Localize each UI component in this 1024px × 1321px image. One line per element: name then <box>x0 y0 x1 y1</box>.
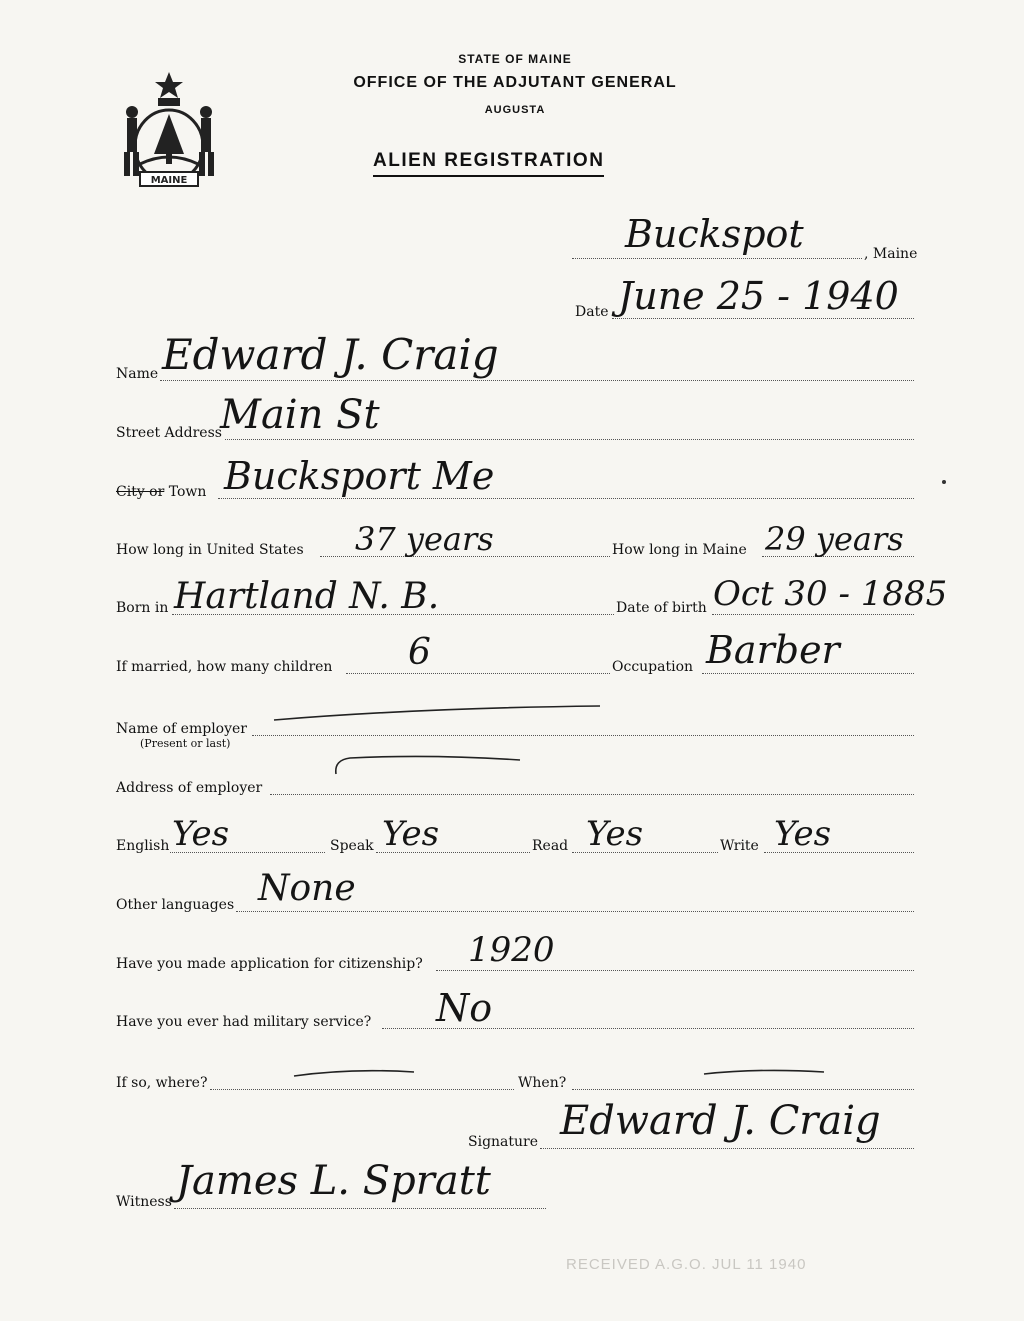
when-line <box>572 1089 914 1090</box>
where-line <box>210 1089 514 1090</box>
dob-line <box>712 614 914 615</box>
citizenship-value: 1920 <box>468 930 555 970</box>
city-label-struck: City or <box>116 484 165 500</box>
employer-address-dash-mark <box>330 750 530 780</box>
name-label: Name <box>116 366 159 382</box>
name-line <box>160 380 914 381</box>
where-dash-mark <box>290 1064 420 1084</box>
speak-value: Yes <box>382 814 440 854</box>
employer-line <box>252 735 914 736</box>
street-value: Main St <box>220 392 380 438</box>
children-line <box>346 673 610 674</box>
date-line <box>612 318 914 319</box>
witness-line <box>174 1208 546 1209</box>
born-label: Born in <box>116 600 169 616</box>
place-line <box>572 258 862 259</box>
town-line <box>218 498 914 499</box>
signature-line <box>540 1148 914 1149</box>
form-title: ALIEN REGISTRATION <box>373 150 604 177</box>
born-value: Hartland N. B. <box>174 576 440 617</box>
employer-address-label: Address of employer <box>116 780 263 796</box>
where-label: If so, where? <box>116 1075 208 1091</box>
town-label: Town <box>168 484 207 500</box>
when-label: When? <box>518 1075 567 1091</box>
write-label: Write <box>720 838 759 854</box>
witness-label: Witness <box>116 1194 172 1210</box>
signature-value: Edward J. Craig <box>560 1098 881 1144</box>
occupation-value: Barber <box>706 628 840 672</box>
signature-label: Signature <box>468 1134 539 1150</box>
read-label: Read <box>532 838 569 854</box>
write-value: Yes <box>774 814 832 854</box>
maine-label: How long in Maine <box>612 542 747 558</box>
citizenship-line <box>436 970 914 971</box>
state-seal-icon <box>116 68 222 192</box>
occupation-label: Occupation <box>612 659 694 675</box>
date-label: Date <box>575 304 609 320</box>
town-value: Bucksport Me <box>224 454 495 498</box>
employer-label: Name of employer <box>116 721 247 737</box>
header-office: OFFICE OF THE ADJUTANT GENERAL <box>353 74 677 91</box>
children-label: If married, how many children <box>116 659 333 675</box>
employer-dash-mark <box>270 700 610 730</box>
header-city: AUGUSTA <box>484 104 546 116</box>
name-value: Edward J. Craig <box>162 330 499 379</box>
dob-value: Oct 30 - 1885 <box>713 574 948 614</box>
place-suffix: , Maine <box>864 246 918 262</box>
place-value: Buckspot <box>625 212 804 256</box>
street-line <box>225 439 914 440</box>
town-label-row <box>116 484 206 500</box>
military-value: No <box>436 986 493 1030</box>
children-value: 6 <box>408 632 431 673</box>
employer-address-line <box>270 794 914 795</box>
citizenship-label: Have you made application for citizenship? <box>116 956 423 972</box>
witness-value: James L. Spratt <box>176 1158 491 1204</box>
us-label: How long in United States <box>116 542 304 558</box>
maine-value: 29 years <box>765 520 904 558</box>
header-state: STATE OF MAINE <box>458 52 572 66</box>
read-value: Yes <box>586 814 644 854</box>
received-stamp: RECEIVED A.G.O. JUL 11 1940 <box>566 1256 807 1273</box>
other-lang-value: None <box>258 868 356 909</box>
dob-label: Date of birth <box>616 600 707 616</box>
employer-sublabel: (Present or last) <box>140 737 231 750</box>
ink-dot <box>942 480 946 484</box>
occupation-line <box>702 673 914 674</box>
english-label: English <box>116 838 170 854</box>
when-dash-mark <box>700 1064 830 1084</box>
other-lang-line <box>236 911 914 912</box>
us-value: 37 years <box>355 520 494 558</box>
english-value: Yes <box>172 814 230 854</box>
speak-label: Speak <box>330 838 374 854</box>
date-value: June 25 - 1940 <box>618 274 899 318</box>
military-label: Have you ever had military service? <box>116 1014 372 1030</box>
street-label: Street Address <box>116 425 222 441</box>
other-lang-label: Other languages <box>116 897 235 913</box>
svg-text:MAINE: MAINE <box>150 175 188 186</box>
